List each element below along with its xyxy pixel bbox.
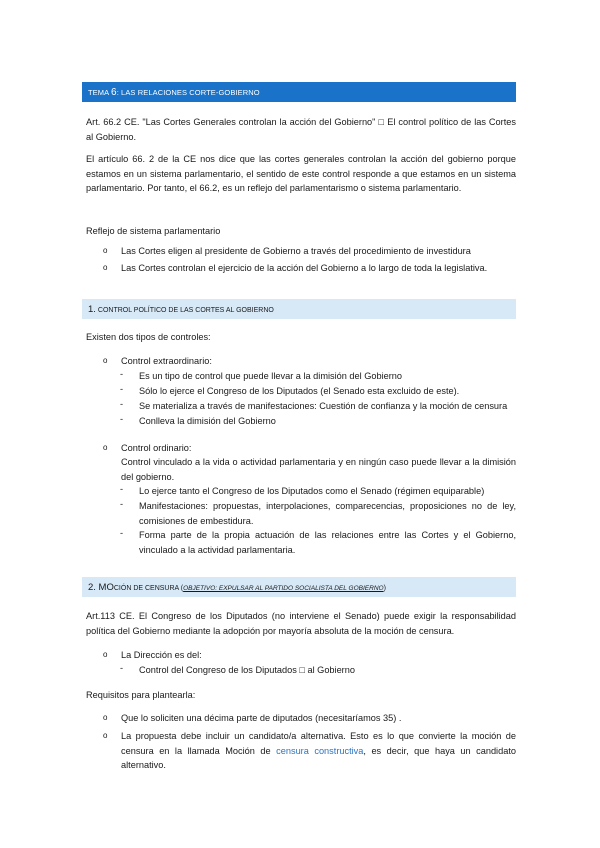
dash-marker: -: [120, 414, 124, 424]
section-2-close-paren: ): [383, 585, 386, 592]
control-ordinario-label: Control ordinario:: [121, 443, 192, 453]
bullet-marker: o: [103, 731, 108, 740]
reflejo-item: Las Cortes controlan el ejercicio de la acción del Gobierno a lo largo de toda la legislativa.: [121, 263, 488, 273]
ordinario-item: Forma parte de la propia actuación de las relaciones entre las Cortes y el Gobierno, vinculado a la actividad parlamentaria.: [139, 530, 516, 555]
dash-marker: -: [120, 663, 124, 673]
section-2-title: CIÓN DE CENSURA (: [113, 585, 184, 592]
chapter-title-bar: [82, 82, 516, 102]
bullet-marker: o: [103, 356, 108, 365]
section-1-heading: [88, 304, 274, 315]
section-2-heading: [88, 582, 386, 593]
chapter-number: 6: [111, 87, 117, 98]
extraordinario-item: Sólo lo ejerce el Congreso de los Diputados (el Senado esta excluido de este).: [139, 386, 460, 396]
section-2-number: 2. MO: [88, 582, 114, 593]
article-113-text: Art.113 CE. El Congreso de los Diputados (no interviene el Senado) puede exigir la responsabilidad política del Gobierno mediante la adopción por mayoría absoluta de la moción de censura.: [86, 611, 516, 636]
censura-constructiva-link[interactable]: censura constructiva: [276, 745, 364, 756]
bullet-marker: o: [103, 263, 108, 272]
dash-marker: -: [120, 528, 124, 538]
article-66-line: Art. 66.2 CE. "Las Cortes Generales controlan la acción del Gobierno" □ El control político de las Cortes al Gobierno.: [86, 117, 516, 142]
direccion-label: La Dirección es del:: [121, 650, 202, 660]
section-2-heading-bar: [82, 577, 516, 597]
dash-marker: -: [120, 499, 124, 509]
bullet-marker: o: [103, 443, 108, 452]
requisito-text-end: , es decir, que haya un candidato alternativo.: [121, 745, 516, 770]
reflejo-item: Las Cortes eligen al presidente de Gobierno a través del procedimiento de investidura: [121, 246, 471, 256]
dash-marker: -: [120, 399, 124, 409]
extraordinario-item: Se materializa a través de manifestaciones: Cuestión de confianza y la moción de censura: [139, 401, 508, 411]
controls-lead: Existen dos tipos de controles:: [86, 332, 211, 342]
control-extraordinario-label: Control extraordinario:: [121, 356, 212, 366]
dash-marker: -: [120, 369, 124, 379]
section-1-heading-bar: [82, 299, 516, 319]
extraordinario-item: Conlleva la dimisión del Gobierno: [139, 416, 276, 426]
ordinario-item: Lo ejerce tanto el Congreso de los Diputados como el Senado (régimen equiparable): [139, 486, 485, 496]
section-1-number: 1.: [88, 304, 96, 315]
ordinario-item: Manifestaciones: propuestas, interpolaciones, comparecencias, proposiciones no de ley, comisiones de embestidura.: [139, 501, 516, 526]
chapter-title: [88, 87, 260, 98]
extraordinario-item: Es un tipo de control que puede llevar a la dimisión del Gobierno: [139, 371, 403, 381]
requisito-item-candidato: [121, 729, 516, 773]
direccion-item: Control del Congreso de los Diputados □ al Gobierno: [139, 665, 355, 675]
bullet-marker: o: [103, 713, 108, 722]
bullet-marker: o: [103, 246, 108, 255]
chapter-title-text: : LAS RELACIONES CORTE-GOBIERNO: [116, 88, 260, 97]
requisito-item: Que lo soliciten una décima parte de diputados (necesitaríamos 35) .: [121, 713, 402, 723]
control-ordinario-description: Control vinculado a la vida o actividad parlamentaria y en ningún caso puede llevar a la dimisión del gobierno.: [121, 457, 516, 482]
bullet-marker: o: [103, 650, 108, 659]
chapter-prefix: TEMA: [88, 88, 109, 97]
requisito-text: La propuesta debe incluir un candidato/a alternativa. Esto es lo que convierte la moción de censura en la llamada Moción de: [121, 731, 516, 756]
section-2-objective: OBJETIVO: EXPULSAR AL PARTIDO SOCIALISTA DEL GOBIERNO: [183, 585, 384, 592]
intro-paragraph: El artículo 66. 2 de la CE nos dice que las cortes generales controlan la acción del gobierno porque estamos en un sistema parlamentario, el sentido de este control responde a que estamos en un sistema parlamentario. Por tanto, el 66.2, es un reflejo del parlamentarismo o sistema parlamentario.: [86, 154, 516, 193]
section-1-title: CONTROL POLÍTICO DE LAS CORTES AL GOBIERNO: [97, 307, 274, 314]
dash-marker: -: [120, 384, 124, 394]
reflejo-heading: Reflejo de sistema parlamentario: [86, 226, 221, 236]
requisitos-label: Requisitos para plantearla:: [86, 690, 196, 700]
dash-marker: -: [120, 484, 124, 494]
